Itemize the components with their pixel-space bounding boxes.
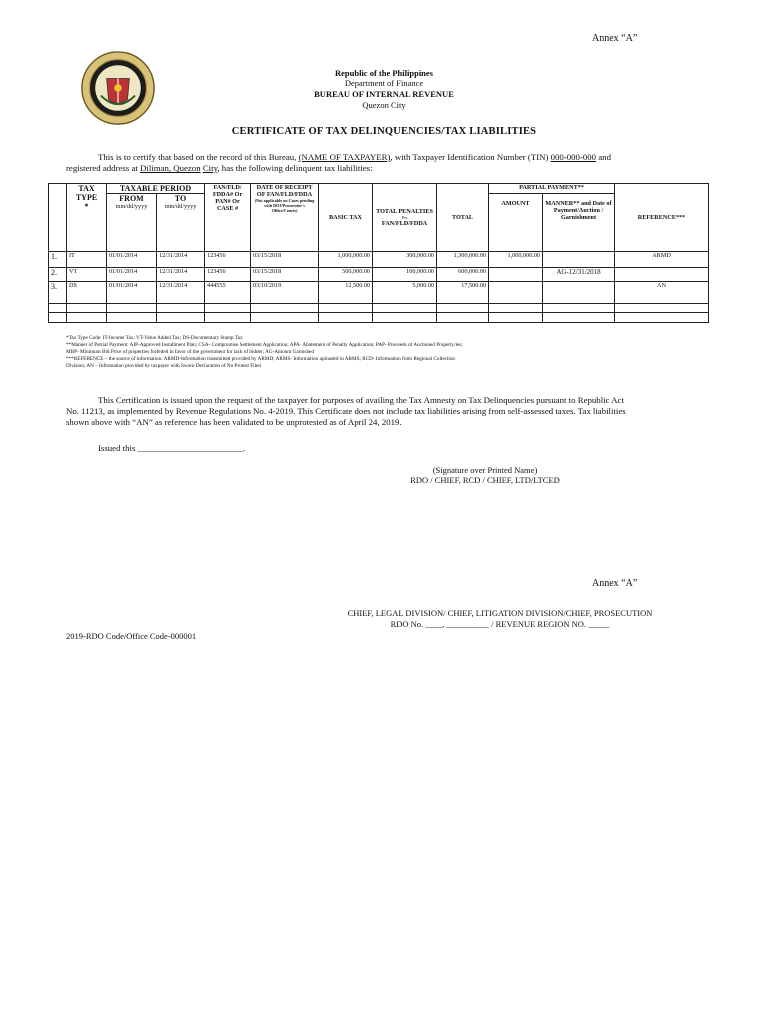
annex-label-bottom: Annex “A” <box>592 578 638 589</box>
header-to <box>157 194 205 252</box>
bureau-heading: BUREAU OF INTERNAL REVENUE <box>314 89 454 99</box>
annex-label-top: Annex “A” <box>592 33 638 44</box>
cell-manner <box>543 252 615 268</box>
issued-line: Issued this ________________________. <box>98 443 246 453</box>
header-total-penalties <box>373 184 437 252</box>
rdo-line: RDO No. ____, __________ / REVENUE REGION NO. _____ <box>390 619 610 629</box>
cell-total: 600,000.00 <box>437 268 489 282</box>
cell-reference: ARMD <box>615 252 709 268</box>
cell-date: 03/10/2019 <box>251 282 319 304</box>
header-manner: MANNER** and Date of Payment/Auction / Garnishment <box>543 194 615 252</box>
header-date-receipt-label: DATE OF RECEIPT OF FAN/FLD/FDDA <box>256 184 313 198</box>
cell-total: 17,500.00 <box>437 282 489 304</box>
certification-line-1: This Certification is issued upon the request of the taxpayer for purposes of availing the Tax Amnesty on Tax Delinquencies pursuant to Republic Act <box>98 395 624 405</box>
table-row <box>49 252 709 268</box>
cell-to: 12/31/2014 <box>157 252 205 268</box>
intro-text-a: This is to certify that based on the record of this Bureau, <box>98 152 297 162</box>
header-tax-type <box>67 184 107 252</box>
intro-text-c: and <box>598 152 611 162</box>
header-total: TOTAL <box>437 184 489 252</box>
table-row <box>49 268 709 282</box>
table-row-empty <box>49 313 709 323</box>
cell-fan: 444555 <box>205 282 251 304</box>
cell-reference: AN <box>615 282 709 304</box>
header-per-fan: FAN/FLD/FDDA <box>381 220 428 227</box>
header-amount: AMOUNT <box>489 194 543 252</box>
cell-penalties: 100,000.00 <box>373 268 437 282</box>
header-reference: REFERENCE*** <box>615 184 709 252</box>
page-title: CERTIFICATE OF TAX DELINQUENCIES/TAX LIABILITIES <box>231 126 537 137</box>
cell-tax-type: IT <box>67 252 107 268</box>
cell-manner: AG-12/31/2018 <box>543 268 615 282</box>
taxpayer-name: (NAME OF TAXPAYER) <box>298 152 391 162</box>
intro-text-d: registered address at <box>66 163 138 173</box>
cell-basic-tax: 12,500.00 <box>319 282 373 304</box>
row-number: 3. <box>49 282 67 304</box>
cell-tax-type: DS <box>67 282 107 304</box>
tin-value: 000-000-000 <box>550 152 597 162</box>
cell-date: 03/15/2018 <box>251 252 319 268</box>
header-to-label: TO <box>174 194 187 203</box>
cell-fan: 123456 <box>205 268 251 282</box>
header-from-format: mm/dd/yyyy <box>115 203 148 210</box>
cell-penalties: 5,000.00 <box>373 282 437 304</box>
cell-from: 01/01/2014 <box>107 268 157 282</box>
delinquency-table <box>48 183 709 323</box>
header-tax-type-label: TAX TYPE <box>75 184 98 202</box>
bir-seal-logo <box>80 50 156 126</box>
header-fan-number: FAN/FLD/ FDDA# Or PAN# Or CASE # <box>205 184 251 252</box>
certification-paragraph <box>66 395 716 428</box>
header-date-receipt-note: (Not applicable on Cases pending with DOJ/Prosecutor's Office/Courts) <box>254 198 315 213</box>
cell-amount <box>489 282 543 304</box>
footnote-manner-1: **Manner of Partial Payment: AIP-Approved Installment Plan; CSA- Compromise Settlement Application; APA- Abatement of Penalty Application; PAP- Proceeds of Auctioned Property/ies; <box>66 342 463 348</box>
header-per: Per <box>401 215 408 220</box>
header-partial-payment: PARTIAL PAYMENT** <box>489 184 615 194</box>
office-code: 2019-RDO Code/Office Code-000001 <box>66 631 197 641</box>
cell-from: 01/01/2014 <box>107 252 157 268</box>
header-from <box>107 194 157 252</box>
cell-manner <box>543 282 615 304</box>
table-row <box>49 282 709 304</box>
signature-position: RDO / CHIEF, RCD / CHIEF, LTD/LTCED <box>410 475 560 485</box>
cell-to: 12/31/2014 <box>157 282 205 304</box>
city-heading: Quezon City <box>362 100 406 110</box>
address-part-2: City <box>202 163 218 173</box>
header-blank-cell <box>49 184 67 252</box>
header-basic-tax: BASIC TAX <box>319 184 373 252</box>
footnote-reference-2: Division; AN – Information provided by taxpayer with Sworn Declaration of No Protest Filed <box>66 363 261 369</box>
footnote-manner-2: MBP- Minimum Bid Price of properties forfeited in favor of the government for lack of bidder; AG-Amount Garnished <box>66 349 314 355</box>
certification-line-2: No. 11213, as implemented by Revenue Regulations No. 4-2019. This Certificate does not include tax liabilities arising from self-assessed taxes. Tax liabilities <box>66 406 626 416</box>
intro-line-2 <box>66 163 706 174</box>
department-heading: Department of Finance <box>344 78 424 88</box>
address-part-1: Diliman, Quezon <box>140 163 201 173</box>
cell-amount: 1,000,000.00 <box>489 252 543 268</box>
cell-to: 12/31/2014 <box>157 268 205 282</box>
signature-printed-name: (Signature over Printed Name) <box>432 465 538 475</box>
chief-legal-line: CHIEF, LEGAL DIVISION/ CHIEF, LITIGATION DIVISION/CHIEF, PROSECUTION <box>347 608 653 618</box>
header-total-penalties-label: TOTAL PENALTIES <box>376 208 433 215</box>
intro-line-1 <box>66 152 706 163</box>
footnotes <box>66 335 706 370</box>
republic-heading: Republic of the Philippines <box>334 68 433 78</box>
certification-line-3: shown above with “AN” as reference has been validated to be unprotested as of April 24, 2019. <box>66 417 402 427</box>
cell-basic-tax: 500,000.00 <box>319 268 373 282</box>
header-taxable-period: TAXABLE PERIOD <box>107 184 205 194</box>
cell-amount <box>489 268 543 282</box>
row-number: 2. <box>49 268 67 282</box>
footnote-reference-1: ***REFERENCE – the source of information: ARMD-Information transmitted provided by ARMD; ARMS- Information uploaded in ARMS; RCD- Information from Regional Collection <box>66 356 456 362</box>
header-from-label: FROM <box>119 194 144 203</box>
footnote-tax-type: *Tax Type Code: IT-Income Tax; VT-Value Added Tax; DS-Documentary Stamp Tax <box>66 335 243 341</box>
header-tax-type-mark: * <box>84 202 89 211</box>
cell-total: 1,300,000.00 <box>437 252 489 268</box>
cell-from: 01/01/2014 <box>107 282 157 304</box>
cell-reference <box>615 268 709 282</box>
cell-penalties: 300,000.00 <box>373 252 437 268</box>
intro-text-e: , has the following delinquent tax liabilities: <box>217 163 373 173</box>
cell-basic-tax: 1,000,000.00 <box>319 252 373 268</box>
table-row-empty <box>49 304 709 313</box>
intro-text-b: , with Taxpayer Identification Number (TIN) <box>390 152 549 162</box>
cell-fan: 123456 <box>205 252 251 268</box>
cell-date: 03/15/2018 <box>251 268 319 282</box>
cell-tax-type: VT <box>67 268 107 282</box>
header-date-receipt <box>251 184 319 252</box>
row-number: 1. <box>49 252 67 268</box>
header-to-format: mm/dd/yyyy <box>164 203 197 210</box>
